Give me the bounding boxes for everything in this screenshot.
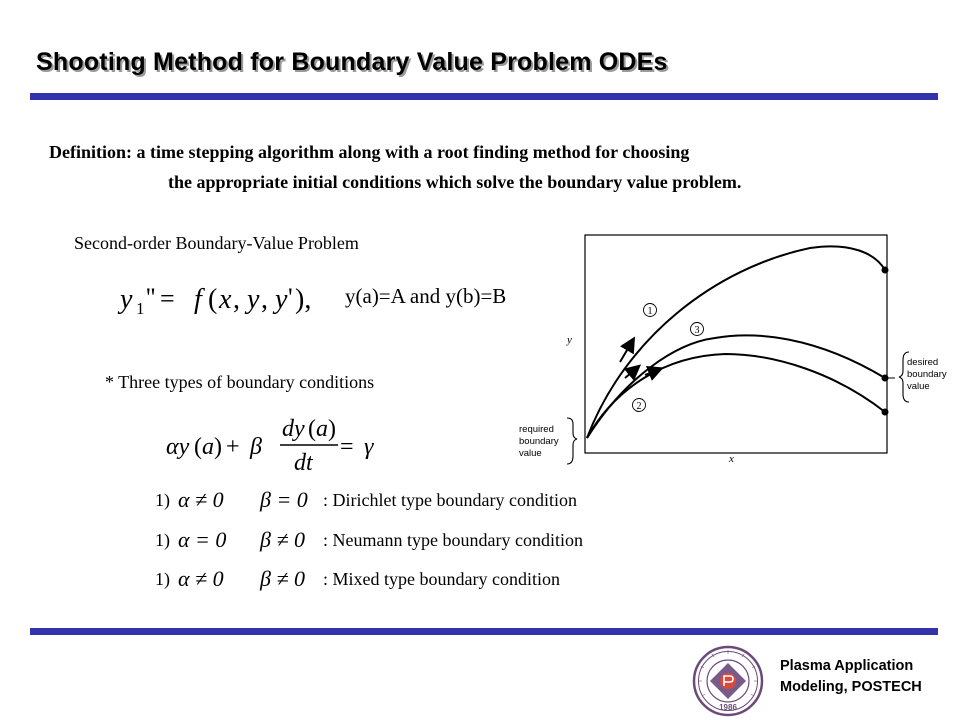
footer-org-line-2: Modeling, POSTECH [780,679,922,695]
svg-text:a: a [202,434,214,460]
svg-text:(: ( [308,416,316,442]
svg-text:a: a [316,416,328,442]
svg-text:y: y [275,284,288,315]
bc-type-description: : Neumann type boundary condition [323,530,583,550]
svg-text:,: , [233,284,240,315]
curve-3-number: 3 [694,325,700,336]
footer-org-line-1: Plasma Application [780,658,914,674]
svg-text:'': '' [146,283,156,312]
svg-text:1: 1 [136,299,145,318]
bc-types-heading: * Three types of boundary conditions [105,372,375,392]
desired-label-line-3: value [907,381,930,392]
desired-label-line-2: boundary [907,369,947,380]
robin-bc-equation-icon [160,412,385,478]
bc-type-number: 1) [155,569,170,589]
postech-seal-icon [690,644,766,718]
svg-text:dt: dt [294,450,313,476]
required-bracket [567,418,577,464]
required-label-line-3: value [519,448,542,459]
svg-text:),: ), [295,284,312,315]
definition-line-2: the appropriate initial conditions which solve the boundary value problem. [168,172,742,192]
endpoint-2 [882,409,889,416]
footer-organization [780,656,922,698]
seal-year: 1986 [719,703,737,712]
x-axis-label: x [729,453,734,465]
svg-text:β: β [250,434,262,460]
desired-label-line-1: desired [907,357,939,368]
definition-line-1: Definition: a time stepping algorithm along with a root finding method for choosing [49,142,690,162]
svg-text:): ) [214,434,222,460]
slide-title: Shooting Method for Boundary Value Problem ODEs [36,48,668,76]
boundary-conditions-text: y(a)=A and y(b)=B [345,284,507,308]
svg-text:+: + [226,434,240,460]
svg-text:,: , [261,284,268,315]
svg-text:f: f [194,284,202,315]
trajectory-2 [587,354,885,438]
svg-text:y: y [247,284,260,315]
curve-1-number: 1 [647,306,653,317]
bc-type-description: : Dirichlet type boundary condition [323,490,577,510]
svg-text:=: = [340,434,354,460]
svg-text:(: ( [208,284,218,315]
svg-text:): ) [328,416,336,442]
bvp-heading: Second-order Boundary-Value Problem [74,233,359,253]
bc-type-number: 1) [155,490,170,510]
endpoint-1 [882,267,889,274]
required-label-line-2: boundary [519,436,559,447]
beta-condition: β ≠ 0 [260,566,306,591]
svg-text:=: = [160,284,175,313]
svg-text:(: ( [194,434,202,460]
bc-type-description: : Mixed type boundary condition [323,569,560,589]
beta-condition: β = 0 [260,487,308,512]
title-divider [30,93,938,100]
alpha-condition: α = 0 [178,527,227,552]
y-axis-label: y [567,334,572,346]
curve-2-number: 2 [636,401,642,412]
svg-text:y: y [120,284,133,315]
trajectory-3-arrow [625,367,638,378]
footer-divider [30,628,938,635]
alpha-condition: α ≠ 0 [178,487,224,512]
beta-condition: β ≠ 0 [260,527,306,552]
svg-text:αy: αy [166,434,190,460]
shooting-method-diagram [515,228,955,468]
required-label-line-1: required [519,424,554,435]
svg-text:γ: γ [364,434,374,460]
svg-text:': ' [288,283,293,312]
svg-text:dy: dy [282,416,305,442]
bc-type-number: 1) [155,530,170,550]
alpha-condition: α ≠ 0 [178,566,224,591]
svg-text:x: x [219,284,232,315]
second-order-ode-equation-icon [116,276,338,320]
